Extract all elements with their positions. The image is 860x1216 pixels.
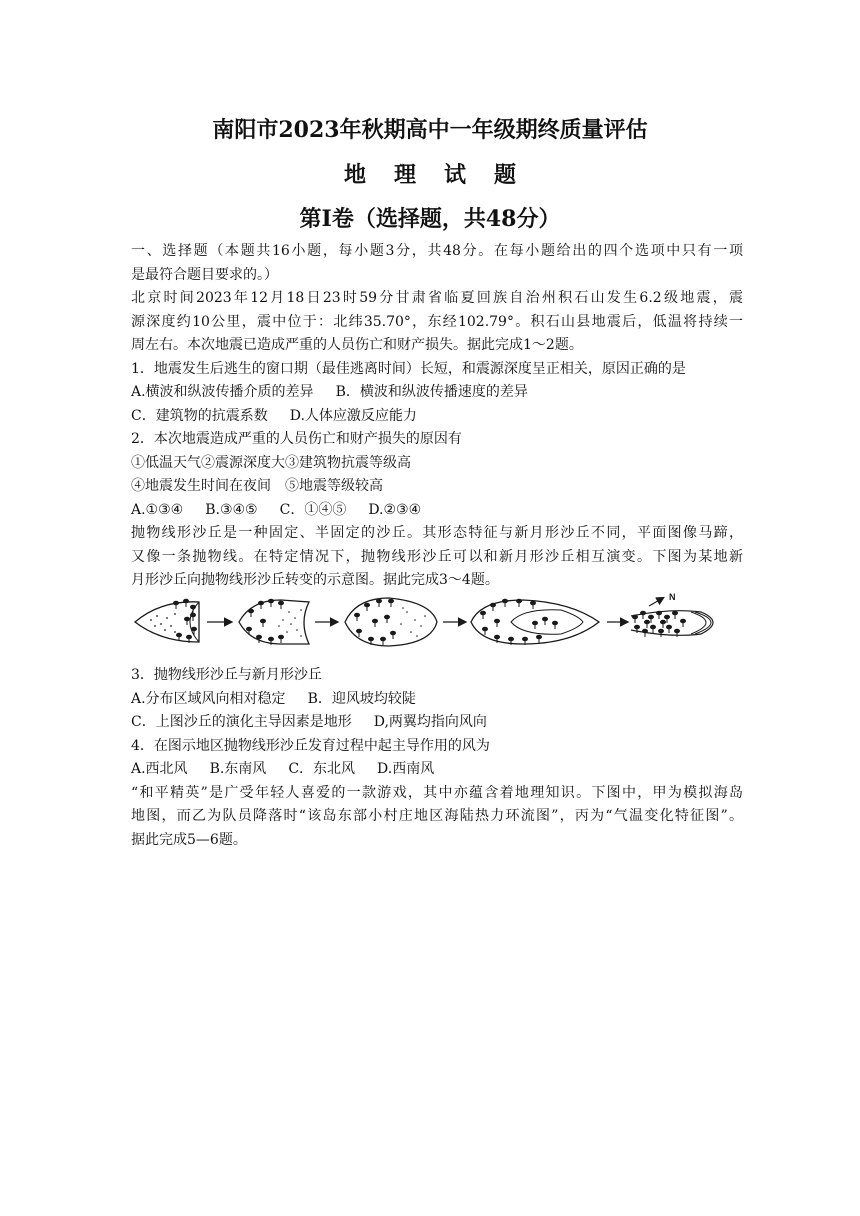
question-3-stem: 3．抛物线形沙丘与新月形沙丘 (131, 667, 322, 683)
option-d: D,两翼均指向风向 (373, 714, 487, 730)
question-2-items: ①低温天气②震源深度大③建筑物抗震等级高 (131, 454, 411, 471)
question-block-2 (131, 664, 743, 852)
question-4-stem: 4．在图示地区抛物线形沙丘发育过程中起主导作用的风为 (131, 737, 490, 754)
passage-line: 周左右。本次地震已造成严重的人员伤亡和财产损失。据此完成1～2题。 (131, 337, 583, 353)
option-a: A.①③④ (131, 501, 184, 518)
option-b: B．横波和纵波传播速度的差异 (335, 384, 528, 400)
passage-line: 又像一条抛物线。在特定情况下，抛物线形沙丘可以和新月形沙丘相互演变。下图为某地新 (131, 548, 743, 565)
passage-line: 据此完成5—6题。 (131, 831, 247, 848)
option-c: C．①④⑤ (279, 501, 347, 518)
dune-stage-4 (471, 599, 599, 645)
passage-line: 抛物线形沙丘是一种固定、半固定的沙丘。其形态特征与新月形沙丘不同，平面图像马蹄， (131, 525, 743, 541)
passage-line: “和平精英”是广受年轻人喜爱的一款游戏，其中亦蕴含着地理知识。下图中，甲为模拟海岛 (131, 784, 743, 801)
dune-stage-5 (631, 592, 713, 637)
option-a: A.分布区域风向相对稳定 (131, 690, 286, 707)
section-title: 第I卷（选择题，共48分） (299, 206, 561, 232)
option-b: B.东南风 (209, 761, 267, 777)
question-2-items: ④地震发生时间在夜间 ⑤地震等级较高 (131, 478, 383, 494)
option-c: C．建筑物的抗震系数 (131, 407, 268, 424)
question-block-1 (131, 240, 743, 593)
passage-line: 源深度约10公里，震中位于：北纬35.70°，东经102.79°。积石山县地震后，低温将持续一 (131, 313, 743, 330)
option-d: D.西南风 (377, 761, 435, 777)
question-2-options (131, 499, 743, 523)
question-1-options (131, 405, 743, 429)
exam-title: 南阳市2023年秋期高中一年级期终质量评估 (212, 117, 648, 143)
dune-stage-3 (345, 598, 437, 646)
passage-line: 北京时间2023年12月18日23时59分甘肃省临夏回族自治州积石山发生6.2级地震，震 (131, 290, 743, 306)
north-arrow-icon (649, 598, 663, 606)
option-d: D.②③④ (368, 501, 422, 518)
dune-stage-1 (135, 599, 199, 643)
north-label: N (669, 592, 676, 602)
option-a: A.西北风 (131, 761, 188, 777)
passage-line: 月形沙丘向抛物线形沙丘转变的示意图。据此完成3～4题。 (131, 572, 499, 588)
option-b: B.③④⑤ (205, 501, 258, 518)
question-1-options (131, 381, 743, 405)
question-2-stem: 2．本次地震造成严重的人员伤亡和财产损失的原因有 (131, 431, 462, 447)
dune-evolution-figure (131, 592, 731, 662)
dune-stage-2 (239, 599, 309, 645)
option-b: B．迎风坡均较陡 (307, 690, 416, 707)
question-4-options (131, 758, 743, 782)
instructions-line: 是最符合题目要求的。） (131, 266, 278, 283)
option-c: C．上图沙丘的演化主导因素是地形 (131, 714, 352, 730)
subject-title: 地理试题 (343, 162, 544, 188)
question-1-stem: 1．地震发生后逃生的窗口期（最佳逃离时间）长短，和震源深度呈正相关，原因正确的是 (131, 360, 686, 377)
option-c: C．东北风 (288, 761, 356, 777)
question-3-options (131, 688, 743, 712)
passage-line: 地图，而乙为队员降落时“该岛东部小村庄地区海陆热力环流图”，丙为“气温变化特征图”。 (131, 808, 743, 824)
instructions-line: 一、选择题（本题共16小题，每小题3分，共48分。在每小题给出的四个选项中只有一项 (131, 243, 743, 259)
option-d: D.人体应激反应能力 (289, 407, 417, 424)
question-3-options (131, 711, 743, 735)
option-a: A.横波和纵波传播介质的差异 (131, 384, 314, 400)
